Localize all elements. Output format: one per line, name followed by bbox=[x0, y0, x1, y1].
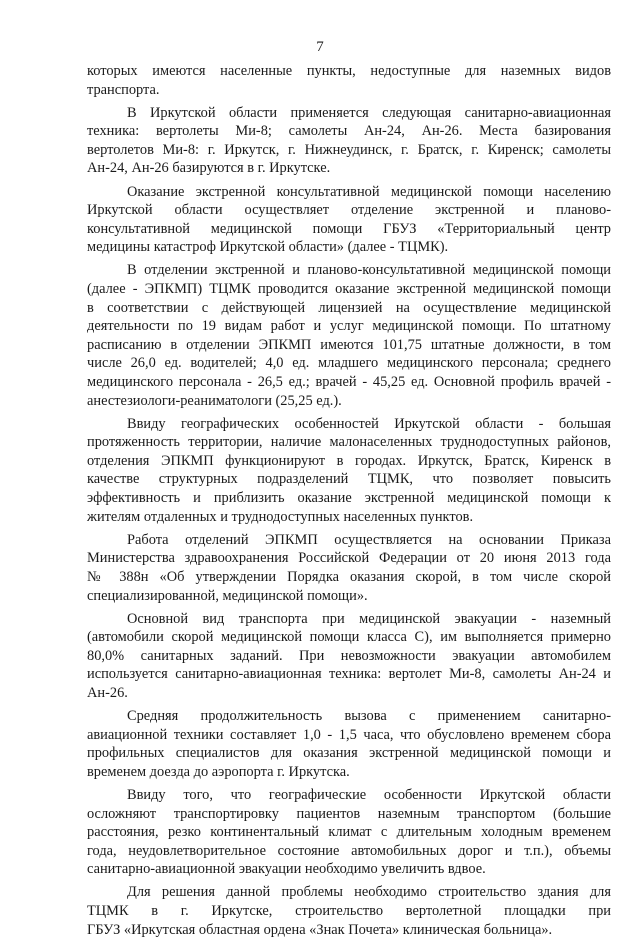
paragraph bbox=[87, 183, 611, 257]
text-line: Для решения данной проблемы необходимо строительство здания для bbox=[127, 884, 611, 901]
text-line: протяженность территории, наличие малонаселенных труднодоступных районов, bbox=[87, 434, 611, 451]
text-line: Ввиду географических особенностей Иркутской области - большая bbox=[127, 415, 611, 432]
text-line: Ан-26. bbox=[87, 685, 128, 701]
text-line: техника: вертолеты Ми-8; самолеты Ан-24, Ан-26. Места базирования bbox=[87, 123, 611, 140]
text-line: которых имеются населенные пункты, недоступные для наземных видов bbox=[87, 63, 611, 79]
text-line: отделения ЭПКМП функционируют в городах. Иркутск, Братск, Киренск в bbox=[87, 452, 611, 469]
text-line: Ввиду того, что географические особенности Иркутской области bbox=[127, 786, 611, 803]
paragraph bbox=[87, 707, 611, 781]
text-line: консультативной медицинской помощи ГБУЗ «Территориальный центр bbox=[87, 220, 611, 237]
text-line: временем доезда до аэропорта г. Иркутска. bbox=[87, 763, 350, 780]
paragraph bbox=[87, 786, 611, 879]
text-line: осложняют транспортировку пациентов наземным транспортом (большие bbox=[87, 805, 611, 822]
document-body bbox=[87, 62, 611, 944]
text-line: (автомобили скорой медицинской помощи класса С), им выполняется примерно bbox=[87, 629, 611, 646]
text-line: анестезиологи-реаниматологи (25,25 ед.). bbox=[87, 392, 342, 409]
text-line: жителям отдаленных и труднодоступных населенных пунктов. bbox=[87, 508, 474, 525]
paragraph bbox=[87, 883, 611, 939]
page-number: 7 bbox=[316, 39, 324, 55]
text-line: 80,0% санитарных заданий. При невозможности эвакуации автомобилем bbox=[87, 647, 611, 664]
text-line: года, неудовлетворительное состояние автомобильных дорог и т.п.), объемы bbox=[87, 842, 611, 859]
text-line: Основной вид транспорта при медицинской эвакуации - наземный bbox=[127, 610, 611, 627]
text-line: Ан-24, Ан-26 базируются в г. Иркутске. bbox=[87, 160, 331, 177]
text-line: расписанию в отделении ЭПКМП имеются 101,75 штатные должности, в том bbox=[87, 336, 611, 353]
text-line: профильных специалистов для оказания экстренной медицинской помощи и bbox=[87, 745, 611, 762]
text-line: (далее - ЭПКМП) ТЦМК проводится оказание экстренной медицинской помощи bbox=[87, 281, 611, 298]
text-line: санитарно-авиационной эвакуации необходимо увеличить вдвое. bbox=[87, 861, 486, 878]
text-line: В Иркутской области применяется следующая санитарно-авиационная bbox=[127, 104, 611, 121]
text-line: Оказание экстренной консультативной медицинской помощи населению bbox=[127, 183, 611, 200]
text-line: Иркутской области осуществляет отделение экстренной и планово- bbox=[87, 202, 611, 219]
text-line: используется санитарно-авиационная техника: вертолет Ми-8, самолеты Ан-24 и bbox=[87, 666, 611, 683]
paragraph bbox=[87, 531, 611, 605]
text-line: качестве структурных подразделений ТЦМК, что позволяет повысить bbox=[87, 471, 611, 488]
text-line: медицины катастроф Иркутской области» (далее - ТЦМК). bbox=[87, 239, 449, 256]
text-line: ГБУЗ «Иркутская областная ордена «Знак Почета» клиническая больница». bbox=[87, 921, 553, 938]
paragraph bbox=[87, 104, 611, 178]
text-line: эффективность и приблизить оказание экстренной медицинской помощи к bbox=[87, 490, 611, 507]
paragraph bbox=[87, 415, 611, 527]
text-line: деятельности по 19 видам работ и услуг медицинской помощи. По штатному bbox=[87, 318, 611, 335]
paragraph bbox=[87, 261, 611, 410]
text-line: Работа отделений ЭПКМП осуществляется на основании Приказа bbox=[127, 531, 611, 548]
text-line: Средняя продолжительность вызова с применением санитарно- bbox=[127, 708, 611, 725]
text-line: специализированной, медицинской помощи». bbox=[87, 587, 368, 604]
text-line: В отделении экстренной и планово-консультативной медицинской помощи bbox=[127, 262, 611, 279]
text-line: медицинского персонала - 26,5 ед.; врачей - 45,25 ед. Основной профиль врачей - bbox=[87, 374, 611, 390]
text-line: Министерства здравоохранения Российской Федерации от 20 июня 2013 года bbox=[87, 550, 611, 567]
text-line: расстояния, резко континентальный климат с длительным холодным временем bbox=[87, 824, 611, 841]
text-line: вертолетов Ми-8: г. Иркутск, г. Нижнеудинск, г. Братск, г. Киренск; самолеты bbox=[87, 141, 611, 158]
text-line: № 388н «Об утверждении Порядка оказания скорой, в том числе скорой bbox=[87, 568, 611, 585]
text-line: в соответствии с действующей лицензией на осуществление медицинской bbox=[87, 299, 611, 316]
text-line: авиационной техники составляет 1,0 - 1,5 часа, что обусловлено временем сбора bbox=[87, 726, 611, 743]
text-line: числе 26,0 ед. водителей; 4,0 ед. младшего медицинского персонала; среднего bbox=[87, 355, 611, 372]
paragraph bbox=[87, 62, 611, 99]
text-line: ТЦМК в г. Иркутске, строительство вертолетной площадки при bbox=[87, 903, 611, 920]
text-line: транспорта. bbox=[87, 81, 160, 98]
paragraph bbox=[87, 610, 611, 703]
